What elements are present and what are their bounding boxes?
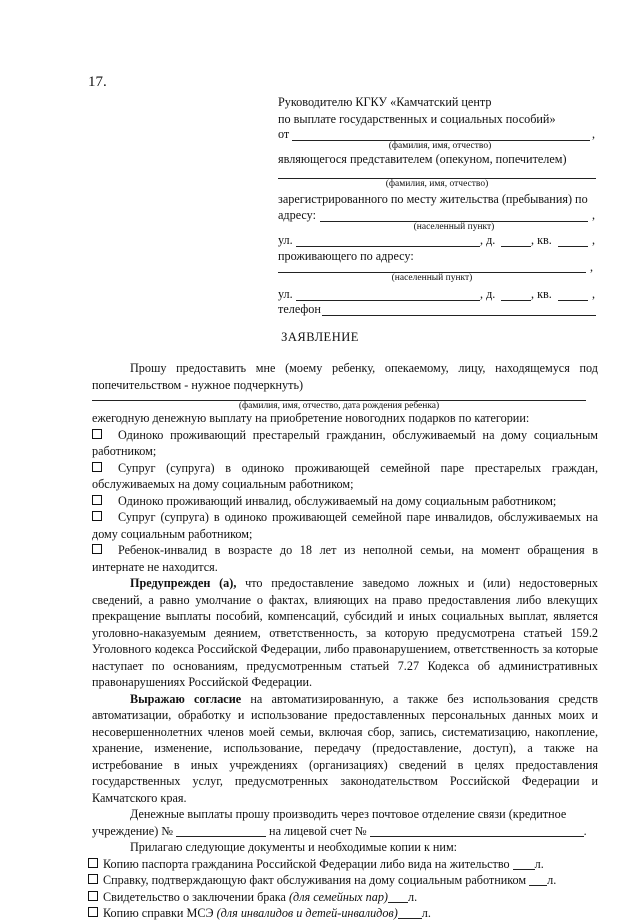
account-label: на лицевой счет № — [269, 823, 367, 838]
request-block — [92, 360, 598, 393]
doc-label: Копию справки МСЭ — [103, 906, 217, 920]
payment-institution-label: учреждение) № — [92, 823, 173, 838]
checkbox[interactable] — [92, 544, 102, 554]
checkbox[interactable] — [92, 462, 102, 472]
checkbox[interactable] — [92, 429, 102, 439]
page-number: 17. — [88, 74, 107, 90]
phone-label: телефон — [278, 302, 321, 316]
checkbox[interactable] — [88, 907, 98, 917]
account-number-field[interactable] — [370, 825, 584, 837]
caption-fio-2: (фамилия, имя, отчество) — [385, 179, 489, 189]
street-label-2: ул. — [278, 287, 293, 301]
category-label: Супруг (супруга) в одиноко проживающей семейной паре инвалидов, обслуживаемых на дому социальным работником; — [92, 510, 598, 541]
checkbox[interactable] — [92, 495, 102, 505]
doc-item-1 — [88, 856, 598, 873]
address-comma: , — [592, 208, 596, 222]
doc-item-4 — [88, 905, 598, 922]
category-option-3 — [92, 493, 598, 510]
street-comma-2: , — [592, 287, 596, 301]
category-label: Ребенок-инвалид в возрасте до 18 лет из неполной семьи, на момент обращения в интернате не находится. — [92, 543, 598, 574]
caption-locality-2: (населенный пункт) — [391, 273, 473, 283]
warning-paragraph — [92, 575, 598, 691]
from-comma: , — [592, 127, 596, 141]
pages-suffix: л. — [421, 906, 431, 920]
caption-fio-1: (фамилия, имя, отчество) — [388, 141, 492, 151]
annual-payment-text: ежегодную денежную выплату на приобретение новогодних подарков по категории: — [92, 411, 530, 425]
checkbox[interactable] — [92, 511, 102, 521]
payment-line-1: Денежные выплаты прошу производить через почтовое отделение связи (кредитное — [130, 807, 567, 821]
from-label: от — [278, 127, 290, 141]
doc-item-3 — [88, 889, 598, 906]
attachments-intro: Прилагаю следующие документы и необходимые копии к ним: — [130, 840, 458, 854]
doc-note: (для инвалидов и детей-инвалидов) — [216, 906, 398, 920]
pages-suffix: л. — [534, 856, 544, 871]
flat-label-2: , кв. — [531, 287, 552, 301]
warning-text: что предоставление заведомо ложных и (или) недостоверных сведений, а равно умолчание о фактах, влияющих на право предоставления либо влекущих прекращение выплаты пособий, компенсаций, субсидий и иных социальных выплат, является уголовно-наказуемым деянием, ответственность, за которую предусмотрена статьей 159.2 Уголовного кодекса Российской Федерации, либо правонарушением, ответственность за которые наступает по основаниям, предусмотренным статьей 7.27 Кодекса об административных правонарушениях Российской Федерации. — [92, 576, 598, 689]
pages-field[interactable] — [388, 891, 408, 903]
representative-label: являющегося представителем (опекуном, попечителем) — [278, 152, 567, 166]
document-title: ЗАЯВЛЕНИЕ — [281, 330, 359, 344]
flat-label-1: , кв. — [531, 233, 552, 247]
pages-field[interactable] — [398, 907, 422, 919]
house-field-1[interactable] — [501, 246, 531, 247]
checkbox[interactable] — [88, 858, 98, 868]
pages-suffix: л. — [547, 873, 557, 887]
doc-item-2 — [88, 872, 598, 889]
category-option-5 — [92, 542, 598, 575]
street-field-1[interactable] — [296, 246, 480, 247]
addressee-line-2: по выплате государственных и социальных пособий» — [278, 112, 556, 126]
doc-label: Копию паспорта гражданина Российской Федерации либо вида на жительство — [103, 856, 510, 871]
request-text: Прошу предоставить мне (моему ребенку, опекаемому, лицу, находящемуся под попечительством - нужное подчеркнуть) — [92, 361, 598, 392]
doc-label: Свидетельство о заключении брака — [103, 889, 289, 904]
street-comma-1: , — [592, 233, 596, 247]
doc-label: Справку, подтверждающую факт обслуживания на дому социальным работником — [103, 873, 527, 887]
category-option-4 — [92, 509, 598, 542]
pages-suffix: л. — [407, 889, 418, 904]
category-option-2 — [92, 460, 598, 493]
street-field-2[interactable] — [296, 300, 480, 301]
consent-text: на автоматизированную, а также без использования средств автоматизации, обработку и использование предоставленных персональных данных моих и несовершеннолетних членов моей семьи, включая сбор, запись, систематизацию, накопление, хранение, изменение, использование, передачу (предоставление, доступ), а также на истребование в иных учреждениях (организациях) сведений в целях предоставления государственных услуг, предусмотренных законодательством Российской Федерации и Камчатского края. — [92, 691, 598, 805]
category-label: Супруг (супруга) в одиноко проживающей семейной паре престарелых граждан, обслуживаемых на дому социальным работником; — [92, 460, 598, 491]
phone-field[interactable] — [322, 315, 596, 316]
residing-comma: , — [590, 260, 594, 274]
flat-field-1[interactable] — [558, 246, 588, 247]
flat-field-2[interactable] — [558, 300, 588, 301]
street-label-1: ул. — [278, 233, 293, 247]
addressee-line-1: Руководителю КГКУ «Камчатский центр — [278, 95, 492, 109]
address-label: адресу: — [278, 208, 316, 222]
institution-number-field[interactable] — [176, 825, 266, 837]
category-option-1 — [92, 427, 598, 460]
main-body — [92, 410, 598, 922]
caption-locality-1: (населенный пункт) — [413, 222, 495, 232]
category-label: Одиноко проживающий инвалид, обслуживаемый на дому социальным работником; — [118, 493, 557, 508]
payment-line-2 — [92, 823, 598, 840]
consent-paragraph — [92, 691, 598, 807]
consent-lead: Выражаю согласие — [130, 691, 242, 706]
house-label-2: , д. — [480, 287, 496, 301]
warning-lead: Предупрежден (а), — [130, 576, 237, 590]
checkbox[interactable] — [88, 891, 98, 901]
caption-child: (фамилия, имя, отчество, дата рождения ребенка) — [238, 401, 440, 411]
house-label-1: , д. — [480, 233, 496, 247]
pages-field[interactable] — [513, 858, 535, 870]
category-label: Одиноко проживающий престарелый гражданин, обслуживаемый на дому социальным работником; — [92, 427, 598, 458]
payment-end: . — [583, 823, 587, 838]
doc-note: (для семейных пар) — [289, 889, 388, 904]
residing-label: проживающего по адресу: — [278, 249, 414, 263]
registered-label: зарегистрированного по месту жительства (пребывания) по — [278, 192, 588, 206]
house-field-2[interactable] — [501, 300, 531, 301]
checkbox[interactable] — [88, 874, 98, 884]
pages-field[interactable] — [529, 874, 547, 886]
